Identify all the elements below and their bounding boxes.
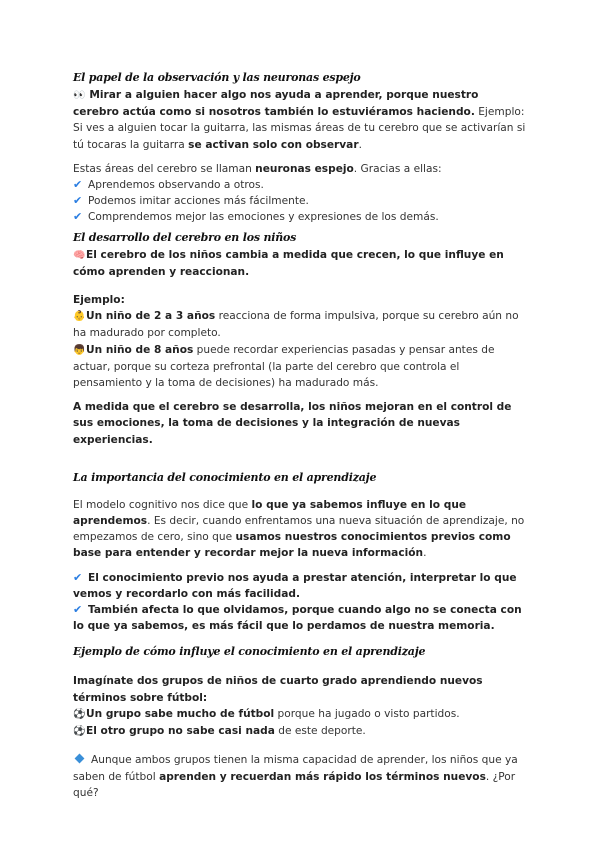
- list-item: [73, 570, 528, 602]
- bold-text: El otro grupo no sabe casi nada: [86, 725, 275, 738]
- text: de este deporte.: [274, 725, 366, 738]
- paragraph: [73, 292, 528, 308]
- document-page: [73, 70, 528, 801]
- bold-text: Imagínate dos grupos de niños de cuarto grado aprendiendo nuevos términos sobre fútbol:: [73, 675, 483, 704]
- text: porque ha jugado o visto partidos.: [274, 707, 460, 720]
- baby-icon: 👶: [73, 311, 86, 323]
- text: El modelo cognitivo nos dice que: [73, 498, 252, 511]
- list-text: Podemos imitar acciones más fácilmente.: [88, 195, 309, 208]
- text: Ejemplo: Si ves a alguien tocar la guitarra, las mismas áreas de tu cerebro que se activarían si tú tocaras la guitarra: [73, 106, 526, 151]
- text: Aunque ambos grupos tienen la misma capacidad de aprender, los niños que ya saben de fútbol: [73, 754, 518, 783]
- paragraph: [73, 497, 528, 562]
- list-item: [73, 209, 528, 225]
- list-text: Aprendemos observando a otros.: [88, 179, 264, 192]
- brain-icon: 🧠: [73, 249, 86, 261]
- example-label: Ejemplo:: [73, 294, 125, 307]
- bold-text: A medida que el cerebro se desarrolla, los niños mejoran en el control de sus emociones, la toma de decisiones y la integración de nuevas experiencias.: [73, 401, 512, 446]
- paragraph: [73, 247, 528, 280]
- bold-text: lo que ya sabemos influye en lo que aprendemos: [73, 498, 467, 528]
- list-item: [73, 177, 528, 193]
- bold-text: También afecta lo que olvidamos, porque cuando algo no se conecta con lo que ya sabemos, es más fácil que lo perdamos de nuestra memoria.: [73, 604, 522, 633]
- list-item: [73, 602, 528, 634]
- paragraph: [73, 161, 528, 177]
- checkmark-icon: ✔: [73, 603, 83, 617]
- section-heading: Ejemplo de cómo influye el conocimiento en el aprendizaje: [73, 645, 426, 659]
- diamond-bullet-icon: [75, 754, 85, 764]
- text: puede recordar experiencias pasadas y pensar antes de actuar, porque su corteza prefrontal (la parte del cerebro que controla el pensamiento y la toma de decisiones) ha madurado más.: [73, 343, 495, 390]
- checkmark-icon: ✔: [73, 210, 83, 224]
- checkmark-icon: ✔: [73, 178, 83, 192]
- paragraph: [73, 673, 528, 705]
- eyes-icon: 👀: [73, 90, 86, 101]
- text: . ¿Por qué?: [73, 770, 516, 799]
- text: reacciona de forma impulsiva, porque su cerebro aún no ha madurado por completo.: [73, 310, 519, 340]
- section-heading: El desarrollo del cerebro en los niños: [73, 230, 297, 244]
- checkmark-icon: ✔: [73, 194, 83, 208]
- list-item: [73, 706, 528, 723]
- bold-text: Mirar a alguien hacer algo nos ayuda a aprender, porque nuestro cerebro actúa como si nosotros también lo estuviéramos haciendo.: [73, 89, 479, 119]
- bold-text: se activan solo con observar: [188, 138, 359, 151]
- list-item: [73, 193, 528, 209]
- paragraph: [73, 342, 528, 392]
- text: . Gracias a ellas:: [353, 162, 442, 175]
- paragraph: [73, 87, 528, 153]
- child-icon: 👦: [73, 344, 86, 356]
- text: .: [423, 547, 427, 560]
- bold-text: Un niño de 2 a 3 años: [86, 310, 216, 323]
- checkmark-icon: ✔: [73, 570, 83, 584]
- bold-text: El cerebro de los niños cambia a medida que crecen, lo que influye en cómo aprenden y reaccionan.: [73, 248, 504, 278]
- bold-text: neuronas espejo: [255, 162, 354, 175]
- text: Estas áreas del cerebro se llaman: [73, 162, 256, 175]
- text: .: [358, 138, 362, 151]
- soccer-ball-icon: ⚽: [73, 708, 86, 720]
- paragraph: [73, 752, 528, 801]
- paragraph: [73, 308, 528, 341]
- section-heading: El papel de la observación y las neuronas espejo: [73, 71, 361, 84]
- bold-text: Un grupo sabe mucho de fútbol: [86, 707, 275, 720]
- list-text: Comprendemos mejor las emociones y expresiones de los demás.: [88, 211, 439, 224]
- soccer-ball-icon: ⚽: [73, 726, 86, 738]
- text: . Es decir, cuando enfrentamos una nueva situación de aprendizaje, no empezamos de cero, sino que: [73, 515, 525, 544]
- bold-text: Un niño de 8 años: [86, 343, 194, 356]
- bold-text: aprenden y recuerdan más rápido los términos nuevos: [159, 770, 486, 783]
- paragraph: [73, 399, 528, 448]
- list-item: [73, 723, 528, 740]
- bold-text: usamos nuestros conocimientos previos como base para entender y recordar mejor la nueva información: [73, 531, 511, 560]
- section-heading: La importancia del conocimiento en el aprendizaje: [73, 470, 377, 484]
- bold-text: El conocimiento previo nos ayuda a prestar atención, interpretar lo que vemos y recordarlo con más facilidad.: [73, 571, 517, 600]
